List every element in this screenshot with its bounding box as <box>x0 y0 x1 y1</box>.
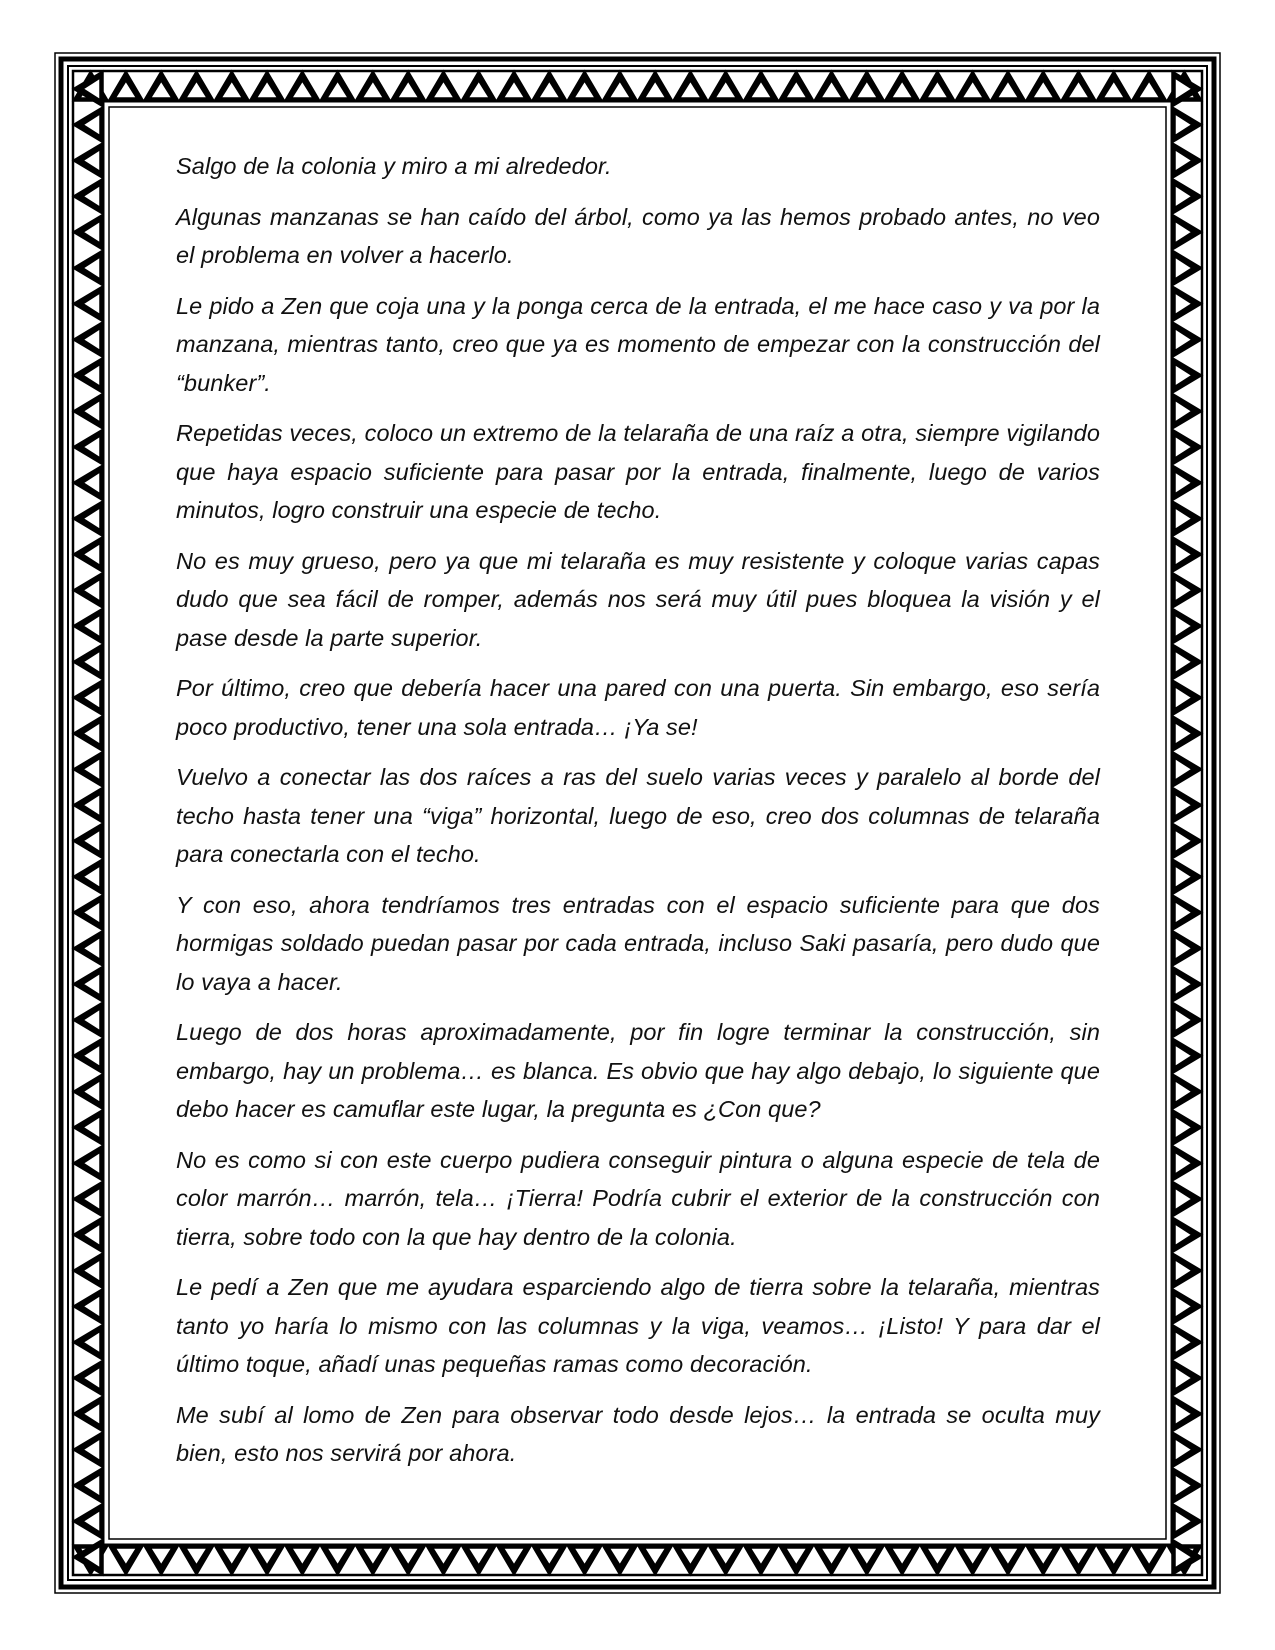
page-text-body <box>176 147 1100 1507</box>
paragraph-7: Vuelvo a conectar las dos raíces a ras del suelo varias veces y paralelo al borde del techo hasta tener una “viga” horizontal, luego de eso, creo dos columnas de telaraña para conectarla con el techo. <box>176 764 1100 867</box>
paragraph-5: No es muy grueso, pero ya que mi telaraña es muy resistente y coloque varias capas dudo que sea fácil de romper, además nos será muy útil pues bloquea la visión y el pase desde la parte superior. <box>176 547 1100 651</box>
paragraph-12: Me subí al lomo de Zen para observar todo desde lejos… la entrada se oculta muy bien, esto nos servirá por ahora. <box>176 1401 1100 1466</box>
paragraph-3: Le pido a Zen que coja una y la ponga cerca de la entrada, el me hace caso y va por la manzana, mientras tanto, creo que ya es momento de empezar con la construcción del “bunker”. <box>176 292 1100 396</box>
paragraph-9: Luego de dos horas aproximadamente, por fin logre terminar la construcción, sin embargo, hay un problema… es blanca. Es obvio que hay algo debajo, lo siguiente que debo hacer es camuflar este lugar, la pregunta es ¿Con que? <box>176 1019 1100 1122</box>
paragraph-10: No es como si con este cuerpo pudiera conseguir pintura o alguna especie de tela de color marrón… marrón, tela… ¡Tierra! Podría cubrir el exterior de la construcción con tierra, sobre todo con la que hay dentro de la colonia. <box>176 1146 1100 1250</box>
paragraph-6: Por último, creo que debería hacer una pared con una puerta. Sin embargo, eso sería poco productivo, tener una sola entrada… ¡Ya se! <box>176 675 1100 740</box>
paragraph-11: Le pedí a Zen que me ayudara esparciendo algo de tierra sobre la telaraña, mientras tanto yo haría lo mismo con las columnas y la viga, veamos… ¡Listo! Y para dar el último toque, añadí unas pequeñas ramas como decoración. <box>176 1274 1100 1377</box>
paragraph-1: Salgo de la colonia y miro a mi alrededor. <box>176 153 612 179</box>
paragraph-4: Repetidas veces, coloco un extremo de la telaraña de una raíz a otra, siempre vigilando que haya espacio suficiente para pasar por la entrada, finalmente, luego de varios minutos, logro construir una especie de techo. <box>176 420 1100 523</box>
paragraph-8: Y con eso, ahora tendríamos tres entradas con el espacio suficiente para que dos hormigas soldado puedan pasar por cada entrada, incluso Saki pasaría, pero dudo que lo vaya a hacer. <box>176 891 1100 995</box>
paragraph-2: Algunas manzanas se han caído del árbol, como ya las hemos probado antes, no veo el problema en volver a hacerlo. <box>176 203 1100 268</box>
